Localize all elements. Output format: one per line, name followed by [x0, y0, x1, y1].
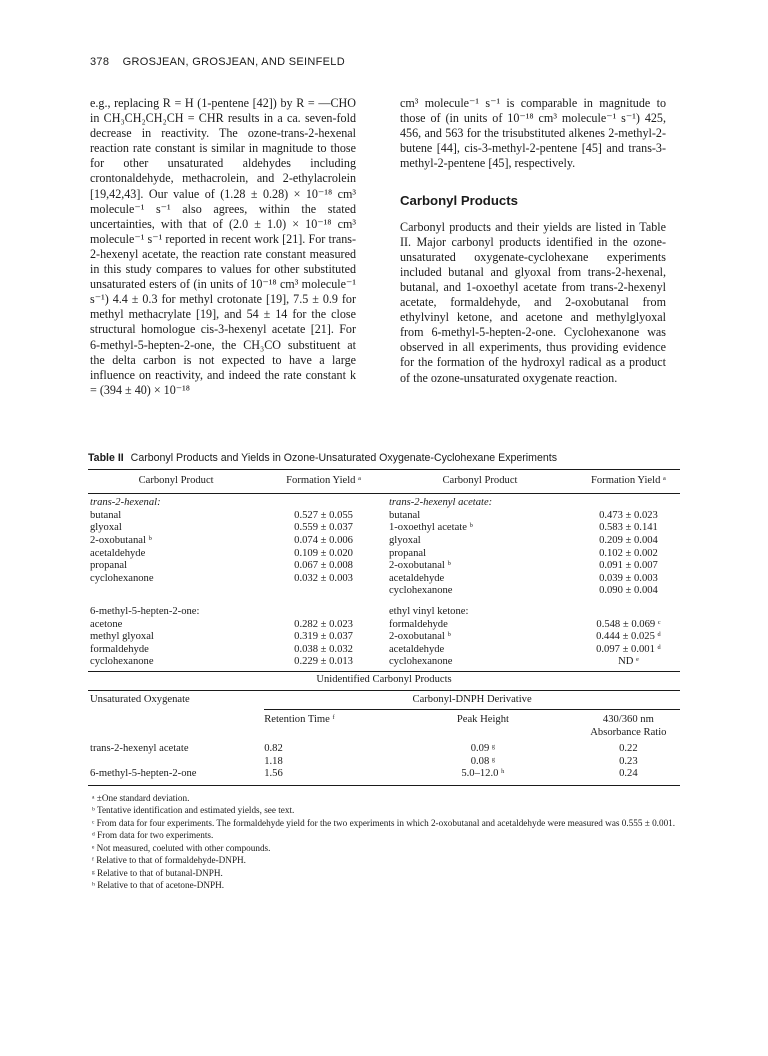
product-name: butanal [90, 509, 122, 521]
table-row [88, 656, 680, 669]
table-row [88, 510, 680, 523]
formation-yield: 0.209 ± 0.004 [599, 534, 658, 546]
product-name: 2-oxobutanal ᵇ [388, 560, 451, 572]
subtable-title-row [88, 672, 680, 690]
table-footnote: ᶜ From data for four experiments. The formaldehyde yield for the two experiments in which 2-oxobutanal and acetaldehyde were measured was 0.555 ± 0.001. [92, 817, 676, 828]
formation-yield: 0.032 ± 0.003 [294, 572, 353, 584]
product-name: glyoxal [388, 534, 421, 546]
column-subheader [577, 710, 680, 740]
column-header: Formation Yield ᵃ [577, 469, 680, 494]
product-name: cyclohexanone [388, 585, 453, 597]
formation-yield: 0.090 ± 0.004 [599, 585, 658, 597]
group-spacer [88, 598, 680, 606]
table-caption [88, 452, 680, 465]
formation-yield: 0.039 ± 0.003 [599, 572, 658, 584]
table-row [88, 644, 680, 657]
column-header: Formation Yield ᵃ [264, 469, 383, 494]
group-title-row [88, 494, 680, 510]
formation-yield: 0.473 ± 0.023 [599, 509, 658, 521]
formation-yield: 0.229 ± 0.013 [294, 656, 353, 668]
column-header: Carbonyl-DNPH Derivative [264, 690, 680, 710]
body-paragraph: e.g., replacing R = H (1-pentene [42]) by R = —CHO in CH₃CH₂CH₂CH = CHR results in a ca. seven-fold decrease in reactivity. The ozone-trans-2-hexenal reaction rate constant is similar in magnitude to those for other unsaturated aldehydes including crontonaldehyde, methacrolein, and 2-ethylacrolein [19,42,43]. Our value of (1.28 ± 0.28) × 10⁻¹⁸ cm³ molecule⁻¹ s⁻¹ also agrees, within the stated uncertainties, with that of (2.0 ± 1.0) × 10⁻¹⁸ cm³ molecule⁻¹ s⁻¹ reported in recent work [21]. For trans-2-hexenyl acetate, the reaction rate constant measured in this study compares to values for other substituted unsaturated esters of (in units of 10⁻¹⁸ cm³ molecule⁻¹ s⁻¹) 4.4 ± 0.3 for methyl crotonate [19], 7.5 ± 0.9 for methyl methacrylate [19], and 54 ± 14 for the close structural homologue cis-3-hexenyl acetate [21]. For 6-methyl-5-hepten-2-one, the CH₃CO substituent at the delta carbon is not expected to have a large influence on reactivity, and indeed the rate constant k = (394 ± 40) × 10⁻¹⁸ [90, 96, 356, 397]
column-subheader: Retention Time ᶠ [264, 710, 383, 740]
table-row: trans-2-hexenyl acetate 0.82 0.09 ᵍ 0.22 [90, 743, 638, 755]
table-row [88, 619, 680, 632]
group-title: trans-2-hexenyl acetate: [383, 494, 577, 510]
table-footnote: ᵉ Not measured, coeluted with other compounds. [92, 842, 271, 853]
formation-yield: 0.559 ± 0.037 [294, 522, 353, 534]
formation-yield: 0.527 ± 0.055 [294, 509, 353, 521]
table-row [88, 585, 680, 598]
product-name: glyoxal [90, 522, 122, 534]
formation-yield: 0.091 ± 0.007 [599, 560, 658, 572]
table-footnote: ᵃ ±One standard deviation. [92, 793, 190, 804]
subtable-subheader-row [88, 710, 680, 740]
formation-yield: 0.102 ± 0.002 [599, 547, 658, 559]
table-row [88, 548, 680, 561]
formation-yield: 0.583 ± 0.141 [599, 522, 658, 534]
formation-yield: 0.097 ± 0.001 ᵈ [596, 643, 661, 655]
product-name: propanal [388, 547, 427, 559]
formation-yield: 0.548 ± 0.069 ᶜ [596, 618, 661, 630]
column-subheader-line: 430/360 nm [602, 714, 654, 726]
product-name: cyclohexanone [388, 656, 453, 668]
table-footnotes [88, 792, 680, 891]
table-row: 6-methyl-5-hepten-2-one 1.56 5.0–12.0 ʰ 0.24 [88, 768, 680, 785]
product-name: 2-oxobutanal ᵇ [388, 631, 451, 643]
column-header: Carbonyl Product [383, 469, 577, 494]
unidentified-products-table [88, 672, 680, 786]
body-paragraph: cm³ molecule⁻¹ s⁻¹ is comparable in magnitude to those of (in units of 10⁻¹⁸ cm³ molecule⁻¹ s⁻¹) 425, 456, and 563 for the trisubstituted alkenes 2-methyl-2-butene [44], cis-3-methyl-2-pentene [45] and trans-3-methyl-2-pentene [45], respectively. [400, 96, 666, 171]
table-label: Table II [88, 452, 124, 464]
table-footnote: ᵍ Relative to that of butanal-DNPH. [92, 867, 223, 878]
product-name: methyl glyoxal [90, 631, 154, 643]
product-name: cyclohexanone [90, 656, 154, 668]
product-name: 1-oxoethyl acetate ᵇ [388, 522, 473, 534]
subtable-title: Unidentified Carbonyl Products [316, 673, 452, 685]
group-title: 6-methyl-5-hepten-2-one: [90, 605, 200, 617]
product-name: formaldehyde [388, 618, 448, 630]
table-row [88, 560, 680, 573]
table-footnote: ᵈ From data for two experiments. [92, 830, 214, 841]
product-name: butanal [388, 509, 421, 521]
product-name [88, 585, 264, 598]
table-row [88, 573, 680, 586]
group-title: ethyl vinyl ketone: [388, 605, 469, 617]
running-header [90, 56, 345, 68]
table-footnote: ʰ Relative to that of acetone-DNPH. [92, 879, 225, 890]
formation-yield [264, 585, 383, 598]
table-row [88, 631, 680, 644]
formation-yield: 0.067 ± 0.008 [294, 560, 353, 572]
column-header: Unsaturated Oxygenate [88, 690, 264, 710]
product-name: acetone [90, 618, 123, 630]
formation-yield: 0.444 ± 0.025 ᵈ [596, 631, 661, 643]
column-subheader-line: Absorbance Ratio [590, 726, 667, 738]
table-caption-text: Carbonyl Products and Yields in Ozone-Unsaturated Oxygenate-Cyclohexane Experiments [130, 452, 558, 464]
table-footnote: ᵇ Tentative identification and estimated yields, see text. [92, 805, 295, 816]
table-row [88, 522, 680, 535]
product-name: acetaldehyde [90, 547, 146, 559]
table-row: 1.18 0.08 ᵍ 0.23 [264, 755, 638, 767]
page-number: 378 [90, 56, 110, 68]
product-name: cyclohexanone [90, 572, 154, 584]
column-header: Carbonyl Product [88, 469, 264, 494]
product-name: propanal [90, 560, 128, 572]
formation-yield: 0.282 ± 0.023 [294, 618, 353, 630]
formation-yield: ND ᵉ [618, 656, 639, 668]
table-header-row [88, 469, 680, 494]
product-name: formaldehyde [90, 643, 149, 655]
left-column [90, 96, 356, 398]
product-name: 2-oxobutanal ᵇ [90, 534, 152, 546]
group-title-row [88, 606, 680, 619]
formation-yield: 0.319 ± 0.037 [294, 631, 353, 643]
formation-yield: 0.109 ± 0.020 [294, 547, 353, 559]
subtable-header-row [88, 690, 680, 710]
running-title: GROSJEAN, GROSJEAN, AND SEINFELD [122, 56, 345, 68]
formation-yield: 0.074 ± 0.006 [294, 534, 353, 546]
right-column [400, 96, 666, 386]
section-heading: Carbonyl Products [400, 193, 518, 209]
formation-yield: 0.038 ± 0.032 [294, 643, 353, 655]
product-name: acetaldehyde [388, 572, 445, 584]
table-footnote: ᶠ Relative to that of formaldehyde-DNPH. [92, 855, 246, 866]
body-paragraph: Carbonyl products and their yields are listed in Table II. Major carbonyl products identified in the ozone-unsaturated oxygenate-cyclohexane experiments included butanal and glyoxal from trans-2-hexenal, butanal, and 1-oxoethyl acetate from trans-2-hexenyl acetate, formaldehyde, and 2-oxobutanal from ethylvinyl ketone, and acetone and methylglyoxal from 6-methyl-5-hepten-2-one. Cyclohexanone was observed in all experiments, thus providing evidence for the formation of the hydroxyl radical as a product of the ozone-unsaturated oxygenate reaction. [400, 219, 666, 385]
table-row [88, 535, 680, 548]
column-subheader: Peak Height [383, 710, 577, 740]
product-name: acetaldehyde [388, 643, 445, 655]
group-title: trans-2-hexenal: [88, 494, 264, 510]
carbonyl-yield-table [88, 469, 680, 672]
table-2 [88, 452, 680, 891]
